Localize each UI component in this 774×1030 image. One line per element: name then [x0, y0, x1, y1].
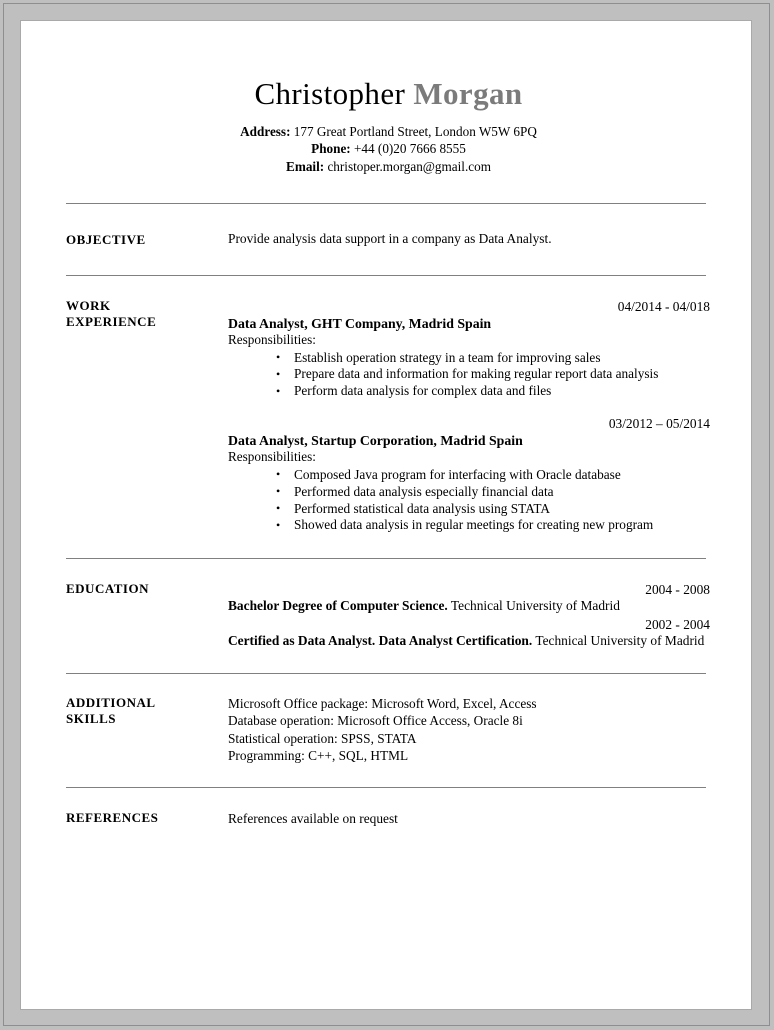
section-objective: [66, 204, 711, 275]
education-detail: [228, 598, 711, 615]
references-label: REFERENCES: [66, 809, 159, 825]
phone-value: +44 (0)20 7666 8555: [354, 141, 466, 157]
candidate-name: [66, 78, 711, 111]
references-text: References available on request: [228, 810, 398, 826]
job-title: Data Analyst, Startup Corporation, Madrid Spain: [228, 433, 523, 449]
section-references: [66, 788, 711, 849]
job-bullet: • Establish operation strategy in a team for improving sales: [276, 350, 711, 366]
education-date: 2004 - 2008: [645, 582, 710, 598]
skill-line: Microsoft Office package: Microsoft Word, Excel, Access: [228, 696, 537, 712]
work-experience-label-line2: EXPERIENCE: [66, 314, 157, 330]
section-education: [66, 559, 711, 673]
job-responsibilities-label: Responsibilities:: [228, 332, 316, 348]
contact-address-line: [66, 123, 711, 141]
additional-skills-label-line2: SKILLS: [66, 711, 116, 727]
work-experience-label: [66, 298, 228, 330]
job-bullet: • Prepare data and information for making regular report data analysis: [276, 366, 711, 382]
email-label: Email:: [286, 158, 325, 174]
job-title: Data Analyst, GHT Company, Madrid Spain: [228, 316, 492, 332]
job-bullet: • Perform data analysis for complex data and files: [276, 383, 711, 399]
objective-text: Provide analysis data support in a company as Data Analyst.: [228, 231, 552, 247]
education-date: 2002 - 2004: [645, 616, 710, 632]
education-detail: [228, 633, 711, 650]
skill-line: Database operation: Microsoft Office Access, Oracle 8i: [228, 713, 523, 729]
objective-label: OBJECTIVE: [66, 232, 146, 248]
job-entry: [228, 415, 711, 533]
job-bullet-list: [228, 467, 711, 534]
work-experience-label-line1: WORK: [66, 298, 111, 314]
education-degree: Bachelor Degree of Computer Science.: [228, 598, 448, 614]
job-bullet: • Performed statistical data analysis using STATA: [276, 501, 711, 517]
job-bullet: • Performed data analysis especially financial data: [276, 484, 711, 500]
skill-line: Programming: C++, SQL, HTML: [228, 747, 409, 763]
education-institution: Technical University of Madrid: [450, 598, 620, 614]
education-entry: [228, 581, 711, 615]
education-institution: Technical University of Madrid: [535, 632, 705, 648]
resume-header: [66, 21, 711, 175]
education-degree: Certified as Data Analyst. Data Analyst Certification.: [228, 632, 533, 648]
first-name: Christopher: [254, 76, 406, 111]
education-entry: [228, 616, 711, 650]
last-name: Morgan: [413, 76, 523, 111]
education-label: EDUCATION: [66, 581, 149, 597]
additional-skills-label: [66, 695, 228, 727]
job-bullet: • Composed Java program for interfacing with Oracle database: [276, 467, 711, 483]
job-responsibilities-label: Responsibilities:: [228, 449, 316, 465]
additional-skills-label-line1: ADDITIONAL: [66, 695, 156, 711]
job-date: 04/2014 - 04/018: [617, 299, 710, 315]
section-additional-skills: [66, 674, 711, 787]
contact-block: [66, 123, 711, 176]
job-bullet: • Showed data analysis in regular meetings for creating new program: [276, 517, 711, 533]
phone-label: Phone:: [311, 141, 351, 157]
section-work-experience: [66, 276, 711, 558]
email-value: christoper.morgan@gmail.com: [327, 158, 491, 174]
address-value: 177 Great Portland Street, London W5W 6PQ: [293, 123, 537, 139]
job-bullet-list: [228, 350, 711, 400]
contact-email-line: [66, 158, 711, 176]
address-label: Address:: [240, 123, 291, 139]
job-entry: [228, 298, 711, 399]
job-date: 03/2012 – 05/2014: [608, 416, 710, 432]
resume-page: [20, 20, 752, 1010]
skill-line: Statistical operation: SPSS, STATA: [228, 730, 417, 746]
contact-phone-line: [66, 140, 711, 158]
